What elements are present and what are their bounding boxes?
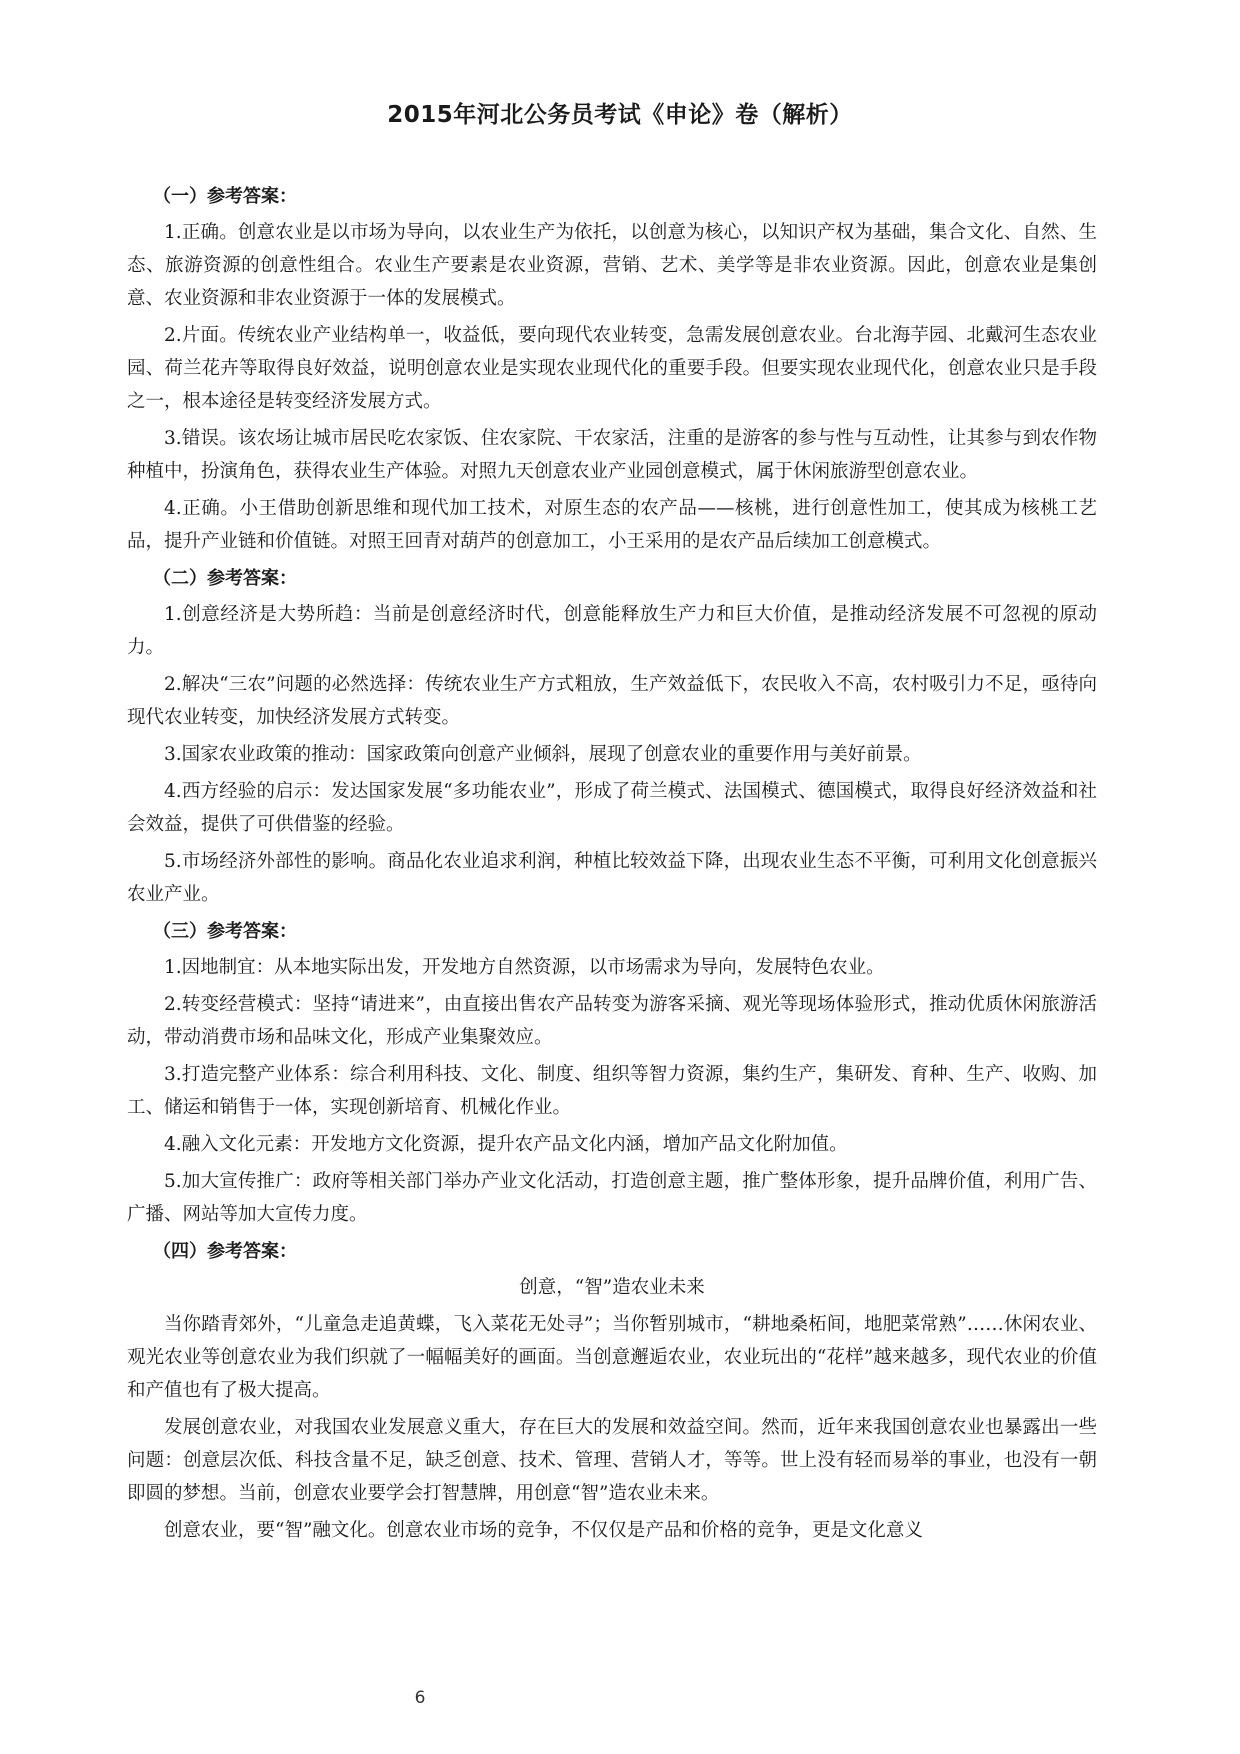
answer-paragraph: 4.正确。小王借助创新思维和现代加工技术，对原生态的农产品——核桃，进行创意性加工，使其成为核桃工艺品，提升产业链和价值链。对照王回青对葫芦的创意加工，小王采用的是农产品后续加工创意模式。 [127,498,1097,552]
answer-paragraph: 1.因地制宜：从本地实际出发，开发地方自然资源，以市场需求为导向，发展特色农业。 [164,957,885,978]
section-heading: （二）参考答案： [153,568,297,589]
answer-paragraph: 5.加大宣传推广：政府等相关部门举办产业文化活动，打造创意主题，推广整体形象，提升品牌价值，利用广告、广播、网站等加大宣传力度。 [127,1171,1097,1225]
answer-paragraph: 3.错误。该农场让城市居民吃农家饭、住农家院、干农家活，注重的是游客的参与性与互动性，让其参与到农作物种植中，扮演角色，获得农业生产体验。对照九天创意农业产业园创意模式，属于休闲旅游型创意农业。 [127,428,1097,482]
essay-title: 创意，“智”造农业未来 [519,1277,705,1298]
essay-paragraph: 创意农业，要“智”融文化。创意农业市场的竞争，不仅仅是产品和价格的竞争，更是文化意义 [164,1520,923,1541]
answer-paragraph: 1.正确。创意农业是以市场为导向，以农业生产为依托，以创意为核心，以知识产权为基础，集合文化、自然、生态、旅游资源的创意性组合。农业生产要素是农业资源，营销、艺术、美学等是非农业资源。因此，创意农业是集创意、农业资源和非农业资源于一体的发展模式。 [127,222,1097,309]
essay-paragraph: 当你踏青郊外，“儿童急走追黄蝶，飞入菜花无处寻”；当你暂别城市，“耕地桑柘间，地肥菜常熟”……休闲农业、观光农业等创意农业为我们织就了一幅幅美好的画面。当创意邂逅农业，农业玩出的“花样”越来越多，现代农业的价值和产值也有了极大提高。 [127,1314,1097,1401]
section-heading: （三）参考答案： [153,921,297,942]
essay-paragraph: 发展创意农业，对我国农业发展意义重大，存在巨大的发展和效益空间。然而，近年来我国创意农业也暴露出一些问题：创意层次低、科技含量不足，缺乏创意、技术、管理、营销人才，等等。世上没有轻而易举的事业，也没有一朝即圆的梦想。当前，创意农业要学会打智慧牌，用创意“智”造农业未来。 [127,1417,1097,1504]
answer-paragraph: 3.打造完整产业体系：综合利用科技、文化、制度、组织等智力资源，集约生产，集研发、育种、生产、收购、加工、储运和销售于一体，实现创新培育、机械化作业。 [127,1064,1097,1118]
page-title: 2015年河北公务员考试《申论》卷（解析） [387,102,853,128]
document-body [127,180,1097,1551]
answer-paragraph: 2.转变经营模式：坚持“请进来”，由直接出售农产品转变为游客采摘、观光等现场体验形式，推动优质休闲旅游活动，带动消费市场和品味文化，形成产业集聚效应。 [127,994,1097,1048]
answer-paragraph: 4.西方经验的启示：发达国家发展“多功能农业”，形成了荷兰模式、法国模式、德国模式，取得良好经济效益和社会效益，提供了可供借鉴的经验。 [127,781,1097,835]
section-heading: （四）参考答案： [153,1241,297,1262]
answer-paragraph: 2.片面。传统农业产业结构单一，收益低，要向现代农业转变，急需发展创意农业。台北海芋园、北戴河生态农业园、荷兰花卉等取得良好效益，说明创意农业是实现农业现代化的重要手段。但要实现农业现代化，创意农业只是手段之一，根本途径是转变经济发展方式。 [127,325,1097,412]
section-heading: （一）参考答案： [153,186,297,207]
answer-paragraph: 3.国家农业政策的推动：国家政策向创意产业倾斜，展现了创意农业的重要作用与美好前景。 [164,744,922,765]
answer-paragraph: 4.融入文化元素：开发地方文化资源，提升农产品文化内涵，增加产品文化附加值。 [164,1134,848,1155]
page-number: 6 [414,1688,426,1708]
answer-paragraph: 1.创意经济是大势所趋：当前是创意经济时代，创意能释放生产力和巨大价值，是推动经济发展不可忽视的原动力。 [127,604,1097,658]
answer-paragraph: 5.市场经济外部性的影响。商品化农业追求利润，种植比较效益下降，出现农业生态不平衡，可利用文化创意振兴农业产业。 [127,851,1097,905]
answer-paragraph: 2.解决“三农”问题的必然选择：传统农业生产方式粗放，生产效益低下，农民收入不高，农村吸引力不足，亟待向现代农业转变，加快经济发展方式转变。 [127,674,1097,728]
